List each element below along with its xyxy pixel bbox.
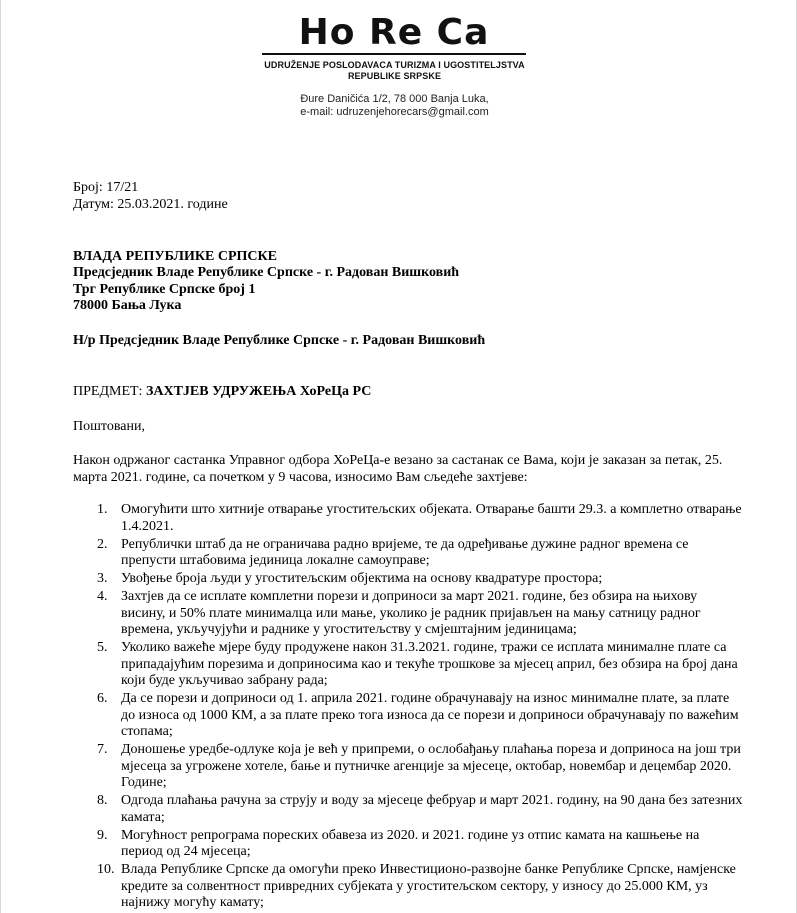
list-item-text: Уколико важеће мјере буду продужене након 31.3.2021. године, тражи се исплата минималне плате са припадајућим порезима и доприносима као и текуће трошкове за мјесец април, без обзира на број дана који буде укључивао забрану рада; <box>121 640 738 688</box>
document-number: Број: 17/21 <box>73 180 139 195</box>
subject-line <box>73 384 371 401</box>
recipient-line-1: ВЛАДА РЕПУБЛИКЕ СРПСКЕ <box>73 249 278 264</box>
list-item-number: 3. <box>97 571 108 586</box>
list-item-text: Одгода плаћања рачуна за струју и воду за мјесеце фебруар и март 2021. годину, на 90 дана без затезних камата; <box>121 793 743 825</box>
list-item <box>73 828 743 861</box>
recipient-line-4: 78000 Бања Лука <box>73 298 182 313</box>
address-line: Đure Daničića 1/2, 78 000 Banja Luka, <box>300 93 489 105</box>
list-item-text: Доношење уредбе-одлуке која је већ у припреми, о ослобађању плаћања пореза и доприноса на још три мјесеца за угрожене хотеле, бање и путничке агенције за мјесеце, октобар, новембар и децембар 2020. Године; <box>121 742 741 790</box>
list-item-text: Републички штаб да не ограничава радно вријеме, те да одређивање дужине радног времена се препусти штабовима јединица локалне самоуправе; <box>121 536 689 568</box>
list-item-number: 2. <box>97 536 108 552</box>
list-item-text: Могућност репрограма пореских обавеза из 2020. и 2021. године уз отпис камата на кашњење на период од 24 мјесеца; <box>121 827 700 859</box>
org-line-2: REPUBLIKE SRPSKE <box>347 71 442 81</box>
org-line-1: UDRUŽENJE POSLODAVACA TURIZMA I UGOSTITELJSTVA <box>264 60 525 70</box>
horeca-logo <box>262 12 526 56</box>
subject-label: ПРЕДМЕТ: <box>73 384 146 399</box>
list-item-number: 10. <box>97 862 115 877</box>
list-item-text: Увођење броја људи у угоститељским објектима на основу квадратуре простора; <box>121 571 603 586</box>
email-line: e-mail: udruzenjehorecars@gmail.com <box>300 106 489 118</box>
subject-text: ЗАХТЈЕВ УДРУЖЕЊА ХоРеЦа РС <box>145 384 372 399</box>
address-block <box>200 93 589 119</box>
list-item <box>73 691 743 741</box>
list-item-number: 7. <box>97 742 108 757</box>
document-date: Датум: 25.03.2021. године <box>73 197 228 212</box>
list-item-number: 9. <box>97 827 108 843</box>
list-item-number: 5. <box>97 640 108 655</box>
list-item <box>73 793 743 826</box>
logo-underline <box>262 53 526 55</box>
list-item-number: 1. <box>97 502 108 517</box>
organization-name <box>200 60 589 82</box>
list-item-text: Захтјев да се исплате комплетни порези и доприноси за март 2021. године, без обзира на њихову висину, и 50% плате минималца или мање, уколико је радник пријављен на мању сатницу радног времена, укључујући и раднике у угоститељству у смјештајним јединицама; <box>121 589 701 637</box>
list-item <box>73 537 743 570</box>
recipient-line-2: Предсједник Владе Републике Српске - г. Радован Вишковић <box>73 265 460 280</box>
list-item <box>73 742 743 792</box>
list-item <box>73 640 743 690</box>
intro-paragraph: Након одржаног састанка Управног одбора ХоРеЦа-е везано за састанак се Вама, који је заказан за петак, 25. марта 2021. године, са почетком у 9 часова, износимо Вам сљедеће захтјеве: <box>73 453 723 485</box>
list-item-text: Омогућити што хитније отварање угоститељских објеката. Отварање башти 29.3. а комплетно отварање 1.4.2021. <box>121 502 742 534</box>
greeting: Поштовани, <box>73 419 145 434</box>
list-item-number: 6. <box>97 691 108 706</box>
logo-text: Ho Re Ca <box>298 12 490 53</box>
attention-line: Н/р Предсједник Владе Републике Српске - г. Радован Вишковић <box>73 333 486 348</box>
list-item <box>73 571 743 588</box>
list-item <box>73 589 743 639</box>
list-item <box>73 502 743 535</box>
list-item <box>73 862 743 912</box>
list-item-number: 8. <box>97 793 108 808</box>
list-item-text: Влада Републике Српске да омогући преко Инвестиционо-развојне банке Републике Српске, намјенске кредите за солвентност привредних субјеката у угоститељском сектору, у износу до 25.000 КМ, уз најнижу могућу камату; <box>121 862 736 910</box>
recipient-line-3: Трг Републике Српске број 1 <box>73 282 256 297</box>
list-item-text: Да се порези и доприноси од 1. априла 2021. године обрачунавају на износ минималне плате, за плате до износа од 1000 КМ, а за плате преко тога износа да се порези и доприноси обрачунавају по важећим стопама; <box>121 691 739 739</box>
demands-list <box>73 502 743 913</box>
list-item-number: 4. <box>97 589 108 604</box>
